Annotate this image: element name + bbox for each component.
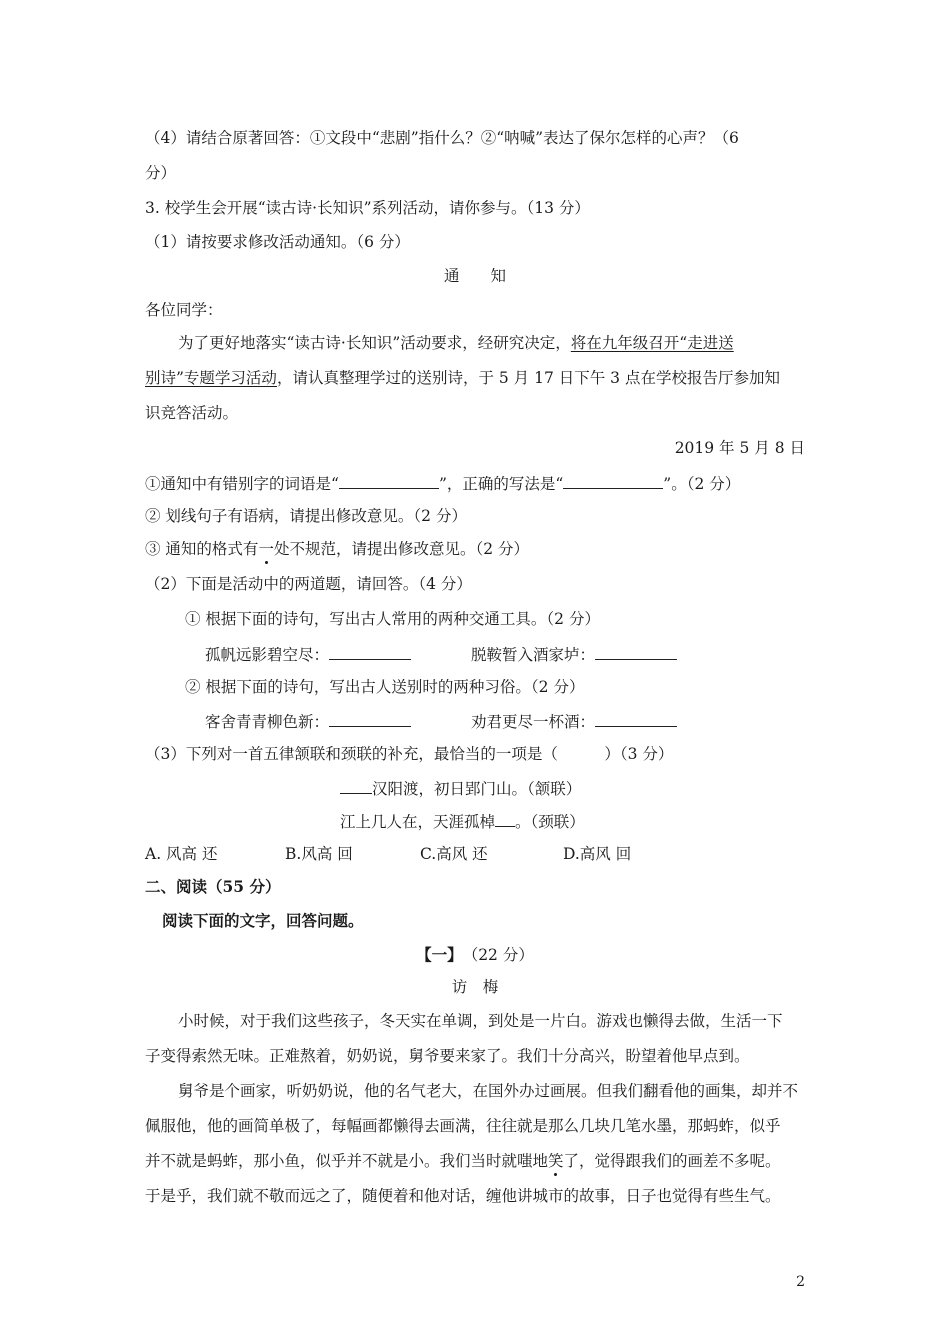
item-1-text-end: ”。（2 分） <box>663 475 741 493</box>
paragraph-1-line1: 小时候，对于我们这些孩子，冬天实在单调，到处是一片白。游戏也懒得去做，生活一下 <box>178 1012 783 1030</box>
notice-body-text: 为了更好地落实“读古诗·长知识”活动要求，经研究决定， <box>178 334 571 352</box>
poem-line-2 <box>205 710 677 732</box>
subquestion-1: （1）请按要求修改活动通知。（6 分） <box>145 233 410 251</box>
part-label: 【一】 <box>416 945 455 964</box>
option-c: C.高风 还 <box>420 845 488 863</box>
item-1 <box>145 472 740 494</box>
question-4-line2: 分） <box>145 164 177 182</box>
emphasis-dot-char: 笑 <box>548 1152 564 1170</box>
section-2-title: 二、阅读（55 分） <box>145 877 281 896</box>
item-3 <box>145 539 529 559</box>
paragraph-2-line2: 佩服他，他的画简单极了，每幅画都懒得去画满，往往就是那么几块几笔水墨，那蚂蚱，似乎 <box>145 1117 781 1135</box>
emphasis-dot-char: 一 <box>258 540 274 558</box>
item-1-text: ①通知中有错别字的词语是“ <box>145 475 339 493</box>
verse-line-1 <box>340 777 581 799</box>
answer-blank <box>563 472 663 489</box>
part-score: （22 分） <box>470 946 534 964</box>
notice-body-line3: 识竞答活动。 <box>145 404 239 422</box>
notice-date: 2019 年 5 月 8 日 <box>674 439 805 457</box>
option-b: B.风高 回 <box>285 845 353 863</box>
verse-text: 汉阳渡，初日郢门山。（颔联） <box>372 780 582 798</box>
poem-text: 脱鞍暂入酒家垆： <box>471 646 596 664</box>
paragraph-2-line3 <box>145 1151 781 1171</box>
paragraph-text: 了，觉得跟我们的画差不多呢。 <box>563 1152 781 1170</box>
answer-blank <box>495 810 515 827</box>
page-number: 2 <box>796 1274 805 1290</box>
paragraph-1-line2: 子变得索然无味。正难熬着，奶奶说，舅爷要来家了。我们十分高兴，盼望着他早点到。 <box>145 1047 750 1065</box>
answer-blank <box>329 643 411 660</box>
subquestion-2: （2）下面是活动中的两道题，请回答。（4 分） <box>145 575 472 593</box>
reading-instruction: 阅读下面的文字，回答问题。 <box>162 911 364 930</box>
item-1-text-mid: ”，正确的写法是“ <box>438 475 564 493</box>
notice-underlined-sentence: 将在九年级召开“走进送 <box>570 334 734 352</box>
notice-salutation: 各位同学： <box>145 301 223 319</box>
answer-blank <box>595 643 677 660</box>
question-4-line1: （4）请结合原著回答：①文段中“悲剧”指什么？②“呐喊”表达了保尔怎样的心声？（6 <box>145 129 739 147</box>
answer-blank <box>339 472 439 489</box>
notice-body-line2 <box>145 368 780 388</box>
item-3-text: ③ 通知的格式有 <box>145 540 259 558</box>
subquestion-2-q2: ② 根据下面的诗句，写出古人送别时的两种习俗。（2 分） <box>185 678 585 696</box>
notice-heading: 通 知 <box>443 267 506 285</box>
subquestion-3: （3）下列对一首五律颔联和颈联的补充，最恰当的一项是（ ）（3 分） <box>145 745 674 763</box>
item-3-text-end: 处不规范，请提出修改意见。（2 分） <box>273 540 529 558</box>
article-title: 访 梅 <box>451 978 499 996</box>
poem-text: 孤帆远影碧空尽： <box>205 646 330 664</box>
answer-blank <box>595 710 677 727</box>
paragraph-2-line1: 舅爷是个画家，听奶奶说，他的名气老大，在国外办过画展。但我们翻看他的画集，却并不 <box>178 1082 799 1100</box>
poem-text: 劝君更尽一杯酒： <box>471 713 596 731</box>
item-2: ② 划线句子有语病，请提出修改意见。（2 分） <box>145 507 467 525</box>
verse-text: 江上几人在，天涯孤棹 <box>340 813 496 831</box>
verse-text: 。（颈联） <box>515 813 585 831</box>
question-3-title: 3. 校学生会开展“读古诗·长知识”系列活动，请你参与。（13 分） <box>145 199 590 217</box>
option-a: A. 风高 还 <box>145 845 218 863</box>
reading-part-header <box>0 945 950 965</box>
option-d: D.高风 回 <box>563 845 632 863</box>
notice-body-line1 <box>178 333 734 353</box>
notice-underlined-sentence-end: 别诗”专题学习活动 <box>145 369 277 387</box>
notice-body-text: ，请认真整理学过的送别诗，于 5 月 17 日下午 3 点在学校报告厅参加知 <box>276 369 780 387</box>
poem-line-1 <box>205 643 677 665</box>
paragraph-text: 并不就是蚂蚱，那小鱼，似乎并不就是小。我们当时就嗤地 <box>145 1152 549 1170</box>
answer-blank <box>329 710 411 727</box>
subquestion-2-q1: ① 根据下面的诗句，写出古人常用的两种交通工具。（2 分） <box>185 610 600 628</box>
poem-text: 客舍青青柳色新： <box>205 713 330 731</box>
paragraph-2-line4: 于是乎，我们就不敬而远之了，随便着和他对话，缠他讲城市的故事，日子也觉得有些生气。 <box>145 1187 781 1205</box>
answer-blank <box>340 777 372 794</box>
verse-line-2 <box>340 810 585 832</box>
